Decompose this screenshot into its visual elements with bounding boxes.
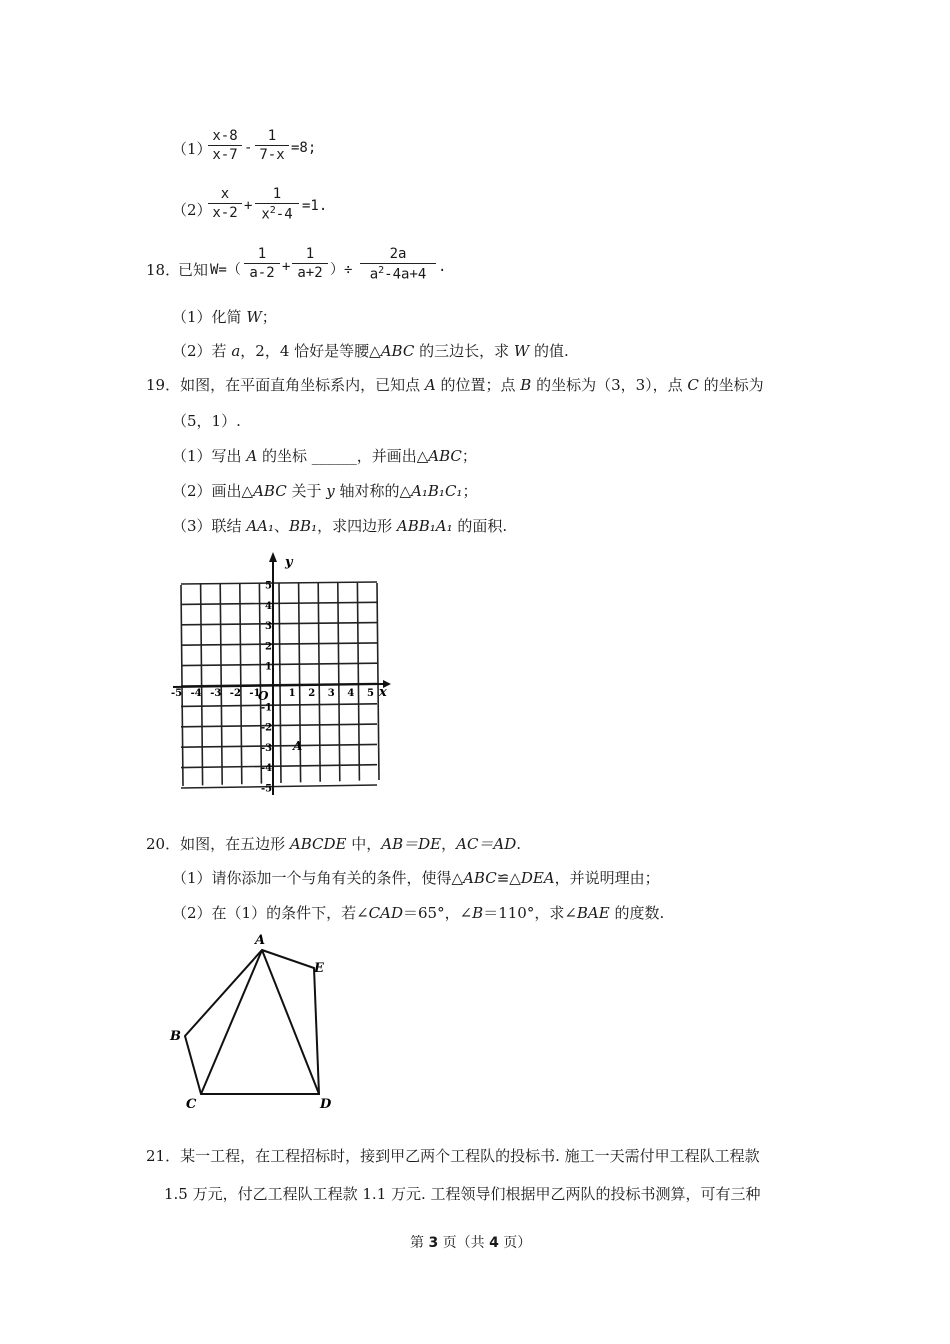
point-a-label: A — [293, 739, 303, 753]
x-axis-label: x — [379, 685, 387, 700]
x-tick-label: 5 — [367, 688, 374, 699]
y-axis-arrow — [269, 552, 277, 562]
segment-ac — [201, 950, 262, 1094]
q20-line1 — [146, 833, 521, 854]
q17-p2-label: （2） — [172, 201, 212, 219]
q18-p2 — [172, 340, 569, 361]
q19-p2 — [172, 480, 477, 501]
q18-close-divide: ）÷ — [330, 262, 353, 278]
q20-number: 20． — [146, 835, 181, 853]
point-a: A — [424, 376, 436, 394]
text: 关于 — [286, 482, 327, 500]
grid-vertical-line — [318, 583, 320, 782]
congruent-symbol: ≌△ — [496, 869, 521, 887]
segment-ad — [262, 950, 319, 1094]
end: 的面积. — [452, 517, 508, 535]
text: 的坐标 ______，并画出△ — [257, 447, 429, 465]
y-tick-label: 1 — [265, 661, 272, 673]
equality-2: AC＝AD — [456, 835, 517, 853]
total-pages: 4 — [489, 1235, 499, 1251]
text: 轴对称的△ — [334, 482, 412, 500]
text: 画出△ — [211, 482, 254, 500]
q18-p1 — [172, 306, 277, 327]
grid-horizontal-line — [181, 785, 377, 788]
grid-vertical-line — [240, 583, 242, 784]
text: 的坐标为（3，3），点 — [531, 376, 688, 394]
triangle-a1b1c1: A₁B₁C₁ — [411, 482, 463, 500]
q18-number: 18． — [146, 261, 181, 279]
separator: ， — [441, 835, 457, 853]
x-tick-label: 4 — [347, 688, 355, 699]
footer-mid: 页（共 — [438, 1235, 490, 1251]
denominator: a+2 — [297, 265, 323, 281]
q17-p1-fraction-1 — [208, 128, 242, 163]
text: 化简 — [211, 308, 247, 326]
vertex-e-label: E — [314, 961, 324, 976]
y-tick-labels — [261, 581, 272, 795]
q17-p1-label: （1） — [172, 140, 212, 158]
text: 写出 — [211, 447, 247, 465]
den-base: a — [369, 266, 379, 283]
x-tick-label: -2 — [229, 688, 241, 699]
point-a: A — [246, 447, 258, 465]
numerator: 2a — [389, 246, 407, 262]
end: ； — [462, 482, 478, 500]
angle-bae: BAE — [576, 904, 610, 922]
vertex-b-label: B — [170, 1029, 181, 1044]
text: ，2，4 恰好是等腰△ — [240, 342, 381, 360]
q19-p3 — [172, 515, 507, 536]
vertex-a-label: A — [255, 933, 266, 948]
segment-aa1: AA₁ — [246, 517, 275, 535]
den-tail: -4a+4 — [384, 266, 427, 283]
text: 中， — [346, 835, 382, 853]
text: 的位置；点 — [435, 376, 521, 394]
var-a: a — [231, 342, 241, 360]
text: 联结 — [211, 517, 247, 535]
end: ； — [461, 447, 477, 465]
text: 在（1）的条件下，若∠ — [211, 904, 369, 922]
q19-p1 — [172, 445, 477, 466]
point-c: C — [687, 376, 699, 394]
x-tick-label: -4 — [190, 688, 202, 699]
end: . — [516, 835, 522, 853]
y-axis-label: y — [285, 555, 293, 570]
text: 的坐标为 — [698, 376, 764, 394]
grid-vertical-line — [220, 583, 222, 785]
exponent: 2 — [378, 265, 385, 276]
x-tick-label: 2 — [308, 688, 316, 699]
text: 请你添加一个与角有关的条件，使得△ — [211, 869, 464, 887]
text: 某一工程，在工程招标时，接到甲乙两个工程队的投标书. 施工一天需付甲工程队工程款 — [180, 1147, 760, 1165]
den-base: x — [261, 206, 270, 223]
denominator: a-2 — [249, 265, 275, 281]
y-tick-label: 5 — [265, 580, 272, 592]
text: 的三边长，求 — [414, 342, 514, 360]
triangle-abc: ABC — [428, 447, 462, 465]
page-footer — [410, 1232, 531, 1252]
point-b: B — [520, 376, 532, 394]
separator: 、 — [274, 517, 290, 535]
exponent: 2 — [269, 205, 276, 216]
label: （1） — [172, 447, 212, 465]
triangle-abc: ABC — [380, 342, 415, 360]
q21-line2: 1.5 万元，付乙工程队工程款 1.1 万元. 工程领导们根据甲乙两队的投标书测算，可有三种 — [164, 1185, 761, 1203]
plus-sign: + — [244, 198, 253, 214]
grid-vertical-line — [357, 583, 359, 781]
angle-b: B — [472, 904, 484, 922]
end: ； — [261, 308, 277, 326]
q19-line1 — [146, 374, 764, 395]
x-tick-label: -5 — [171, 688, 183, 699]
text: 如图，在五边形 — [180, 835, 290, 853]
triangle-abc: ABC — [253, 482, 287, 500]
q21-line1 — [146, 1145, 760, 1166]
grid-horizontal-line — [181, 663, 377, 665]
grid-horizontal-line — [181, 724, 377, 727]
fraction-bar — [208, 203, 242, 204]
equation-tail: =1. — [302, 198, 328, 214]
current-page: 3 — [428, 1235, 439, 1251]
q17-p2-fraction-1 — [208, 186, 242, 221]
angle-cad: CAD — [368, 904, 404, 922]
grid-vertical-line — [338, 583, 340, 781]
label: （1） — [172, 869, 212, 887]
numerator: 1 — [305, 246, 315, 262]
y-tick-label: -1 — [261, 702, 273, 714]
text: 的值. — [529, 342, 569, 360]
numerator: 1 — [267, 128, 277, 144]
footer-suffix: 页） — [498, 1235, 532, 1251]
grid-horizontal-line — [181, 704, 377, 707]
q17-p1-fraction-2 — [255, 128, 289, 163]
grid-horizontal-line — [181, 744, 377, 747]
footer-prefix: 第 — [410, 1235, 429, 1251]
fraction-bar — [360, 263, 436, 264]
vertex-d-label: D — [320, 1097, 332, 1112]
grid-horizontal-line — [181, 602, 377, 604]
grid-horizontal-line — [181, 765, 377, 768]
equality-1: AB＝DE — [381, 835, 442, 853]
denominator: x-7 — [212, 147, 238, 163]
q17-p2-fraction-2 — [255, 186, 299, 223]
q18-w-expr: W=（ — [210, 262, 241, 278]
text: 若 — [211, 342, 232, 360]
denominator — [255, 205, 299, 223]
coordinate-grid-figure — [165, 550, 405, 800]
q18-fraction-1 — [244, 246, 280, 281]
grid-vertical-line — [201, 583, 203, 785]
label: （2） — [172, 904, 212, 922]
triangle-dea: DEA — [520, 869, 555, 887]
label: （2） — [172, 342, 212, 360]
y-tick-label: -5 — [261, 783, 273, 795]
y-tick-label: -2 — [261, 722, 273, 734]
grid-horizontal-line — [181, 623, 377, 625]
fraction-bar — [208, 145, 242, 146]
denominator — [360, 265, 436, 283]
x-tick-label: 1 — [288, 688, 296, 699]
var-w: W — [246, 308, 262, 326]
denominator: x-2 — [212, 205, 238, 221]
q18-lead: 已知 — [178, 261, 209, 279]
x-tick-label: 3 — [327, 688, 335, 699]
numerator: 1 — [257, 246, 267, 262]
grid-horizontal-line — [181, 582, 377, 584]
y-tick-label: 2 — [265, 641, 272, 653]
plus-sign: + — [282, 259, 291, 275]
grid-vertical-line — [279, 583, 281, 783]
numerator: x-8 — [212, 128, 238, 144]
numerator: x — [220, 186, 230, 202]
label: （2） — [172, 482, 212, 500]
var-w: W — [513, 342, 530, 360]
quadrilateral: ABB₁A₁ — [396, 517, 453, 535]
q19-number: 19． — [146, 376, 181, 394]
period: . — [438, 259, 447, 275]
segment-bb1: BB₁ — [289, 517, 318, 535]
numerator: 1 — [272, 186, 282, 202]
y-tick-label: 3 — [265, 621, 272, 633]
text: 如图，在平面直角坐标系内，已知点 — [180, 376, 425, 394]
triangle-abc: ABC — [463, 869, 497, 887]
denominator: 7-x — [259, 147, 285, 163]
axis-y: y — [326, 482, 335, 500]
fraction-bar — [255, 145, 289, 146]
text: ，求四边形 — [317, 517, 397, 535]
text: ＝110°，求∠ — [483, 904, 577, 922]
q18-fraction-2 — [292, 246, 328, 281]
q20-p2 — [172, 902, 664, 923]
fraction-bar — [244, 263, 280, 264]
label: （1） — [172, 308, 212, 326]
vertex-c-label: C — [186, 1097, 197, 1112]
fraction-bar — [292, 263, 328, 264]
grid-vertical-line — [377, 583, 379, 780]
minus-sign: - — [244, 140, 253, 156]
pentagon: ABCDE — [289, 835, 347, 853]
equation-tail: =8; — [291, 140, 317, 156]
fraction-bar — [255, 203, 299, 204]
label: （3） — [172, 517, 212, 535]
y-tick-label: 4 — [265, 600, 272, 612]
den-tail: -4 — [275, 206, 293, 223]
x-tick-label: -3 — [210, 688, 222, 699]
end: 的度数. — [609, 904, 665, 922]
q20-p1 — [172, 867, 660, 888]
x-tick-label: -1 — [249, 688, 261, 699]
q19-line2: （5，1）. — [172, 412, 241, 430]
text: ，并说明理由； — [554, 869, 660, 887]
pentagon-figure — [160, 928, 350, 1113]
q21-number: 21． — [146, 1147, 181, 1165]
text: ＝65°，∠ — [403, 904, 473, 922]
origin-label: O — [258, 689, 269, 703]
y-tick-label: -4 — [261, 763, 273, 775]
q18-fraction-3 — [360, 246, 436, 283]
y-tick-label: -3 — [261, 742, 273, 754]
